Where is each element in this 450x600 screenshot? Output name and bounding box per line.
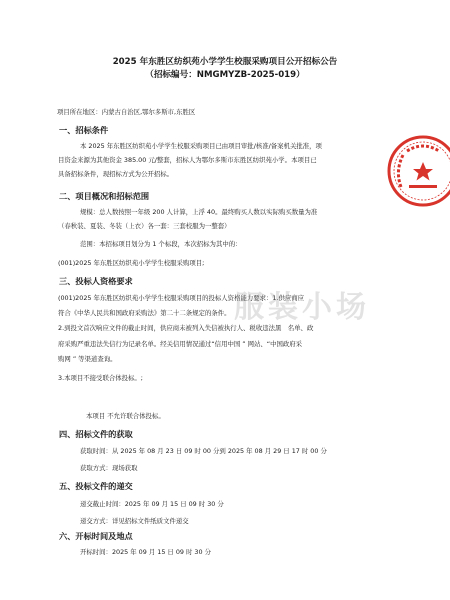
section-2-line-4: (001)2025 年东胜区纺织苑小学学生校服采购项目; [58, 259, 205, 267]
section-1-line-2: 目资金来源为其他资金 385.00 元/整套，招标人为鄂尔多斯市东胜区纺织苑小学。本项目已 [58, 156, 317, 164]
section-heading-3: 三、投标人资格要求 [59, 276, 133, 286]
section-heading-1: 一、招标条件 [59, 125, 109, 135]
section-3-line-4: 府采购严重违法失信行为记录名单。经关信用情况通过“信用中国 ” 网站、“中国政府采 [58, 340, 303, 348]
section-3-line-3: 2.到投文首次响应文件的截止时间，供应商未被列入失信被执行人、税收违法黑 名单、政 [58, 324, 314, 332]
section-4-line-2: 获取方式：现场获取 [80, 464, 138, 472]
section-2-line-1: 规模：总人数按照一年级 200 人计算，上浮 40。最终购买人数以实际购买数量为准 [80, 208, 318, 216]
section-3-line-6: 3.本项目不接受联合体投标。; [58, 374, 143, 382]
section-6-line-1: 开标时间：2025 年 09 月 15 日 09 时 30 分 [80, 548, 211, 556]
section-5-line-2: 递交方式：详见招标文件纸质文件递交 [80, 517, 189, 525]
section-heading-6: 六、开标时间及地点 [59, 531, 133, 541]
section-5-line-1: 递交截止时间：2025 年 09 月 15 日 09 时 30 分 [80, 500, 224, 508]
section-2-line-2: （春秋装、夏装、冬装（上衣）各一套：三套校服为一整套） [58, 222, 231, 230]
document-title: 2025 年东胜区纺织苑小学学生校服采购项目公开招标公告 [112, 57, 338, 67]
section-3-line-1: (001)2025 年东胜区纺织苑小学学生校服采购项目的投标人资格能力要求：1.供应商应 [58, 294, 305, 302]
section-2-line-3: 范围：本招标项目划分为 1 个标段，本次招标为其中的： [80, 240, 242, 248]
section-heading-2: 二、项目概况和招标范围 [59, 191, 150, 201]
project-number: （招标编号：NMGMYZB-2025-019） [145, 70, 305, 80]
watermark-text: 服装小场 [234, 290, 370, 325]
section-1-line-3: 具备招标条件，现招标方式为公开招标。 [58, 170, 174, 178]
section-3-line-7: 本项目 不允许联合体投标。 [86, 412, 165, 420]
section-4-line-1: 获取时间：从 2025 年 08 月 23 日 09 时 00 分到 2025 年 08 月 29 日 17 时 00 分 [80, 447, 327, 455]
official-seal-stamp [385, 133, 450, 209]
section-1-line-1: 本 2025 年东胜区纺织苑小学学生校服采购项目已由项目审批/核准/备案机关批准，项 [80, 142, 322, 150]
section-heading-4: 四、招标文件的获取 [59, 429, 133, 439]
section-3-line-2: 符合《中华人民共和国政府采购法》第二十二条规定的条件。 [58, 309, 231, 317]
section-heading-5: 五、投标文件的递交 [59, 481, 133, 491]
project-location: 项目所在地区：内蒙古自治区,鄂尔多斯市,东胜区 [57, 108, 196, 116]
section-3-line-5: 购网 ” 等渠道查询。 [58, 355, 117, 363]
